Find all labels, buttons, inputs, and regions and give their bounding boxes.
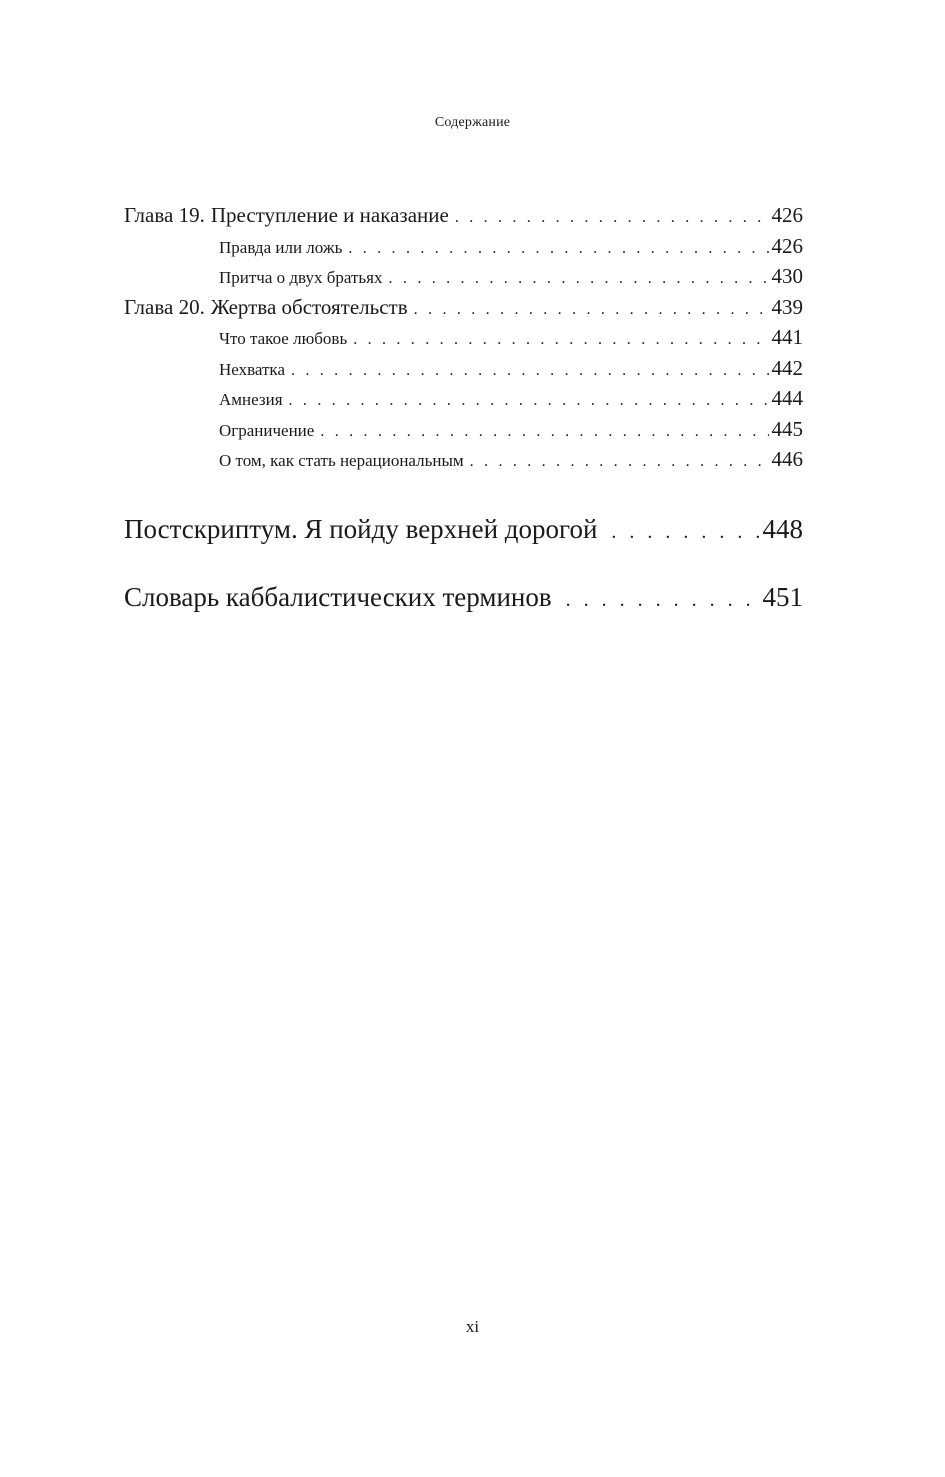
- dot-leader: [291, 362, 769, 380]
- toc-entry-section[interactable]: [124, 325, 803, 356]
- toc-entry-chapter-19[interactable]: [124, 203, 803, 234]
- section-title: Нехватка: [219, 359, 285, 379]
- page-number: 445: [771, 416, 803, 441]
- page-number: 444: [771, 386, 803, 410]
- page-number: 430: [771, 264, 803, 288]
- toc-entry-section[interactable]: [124, 417, 803, 448]
- page-number: 451: [762, 582, 803, 612]
- page-number: 426: [771, 233, 803, 258]
- toc-entry-glossary[interactable]: [124, 582, 803, 613]
- chapter-number: Глава 20.: [124, 294, 205, 319]
- section-title: Ограничение: [219, 420, 315, 440]
- toc-entry-section[interactable]: [124, 264, 803, 295]
- running-head: Содержание: [434, 115, 511, 130]
- chapter-title: Жертва обстоятельств: [210, 294, 408, 319]
- page-number: 442: [771, 355, 803, 380]
- dot-leader: [389, 270, 769, 288]
- section-title: Правда или ложь: [219, 237, 343, 257]
- toc-entry-section[interactable]: [124, 234, 803, 265]
- toc-entry-section[interactable]: [124, 386, 803, 417]
- glossary-title: Словарь каббалистических терминов: [124, 582, 552, 612]
- toc-entry-postscript[interactable]: [124, 514, 803, 545]
- dot-leader: [470, 453, 769, 471]
- toc-entry-section[interactable]: [124, 356, 803, 387]
- chapter-number: Глава 19.: [124, 203, 205, 227]
- page-number: 439: [771, 294, 803, 319]
- dot-leader: [320, 423, 768, 441]
- page-number: 446: [771, 447, 803, 471]
- section-title: Что такое любовь: [219, 329, 348, 348]
- toc-entry-section[interactable]: [124, 447, 803, 478]
- section-title: Амнезия: [219, 390, 283, 409]
- toc-entry-chapter-20[interactable]: [124, 295, 803, 326]
- page-number: 448: [762, 514, 803, 544]
- dot-leader: [611, 521, 758, 544]
- dot-leader: [414, 301, 769, 319]
- dot-leader: [566, 589, 759, 612]
- section-title: Притча о двух братьях: [219, 268, 383, 287]
- section-title: О том, как стать нерациональным: [219, 451, 464, 470]
- dot-leader: [348, 240, 768, 258]
- chapter-title: Преступление и наказание: [210, 203, 449, 227]
- table-of-contents: [124, 203, 803, 478]
- page-number: 441: [771, 325, 803, 349]
- dot-leader: [455, 209, 769, 227]
- page-folio: xi: [465, 1317, 480, 1336]
- postscript-title: Постскриптум. Я пойду верхней дорогой: [124, 514, 598, 544]
- dot-leader: [289, 392, 769, 410]
- dot-leader: [353, 331, 768, 349]
- page-number: 426: [771, 203, 803, 227]
